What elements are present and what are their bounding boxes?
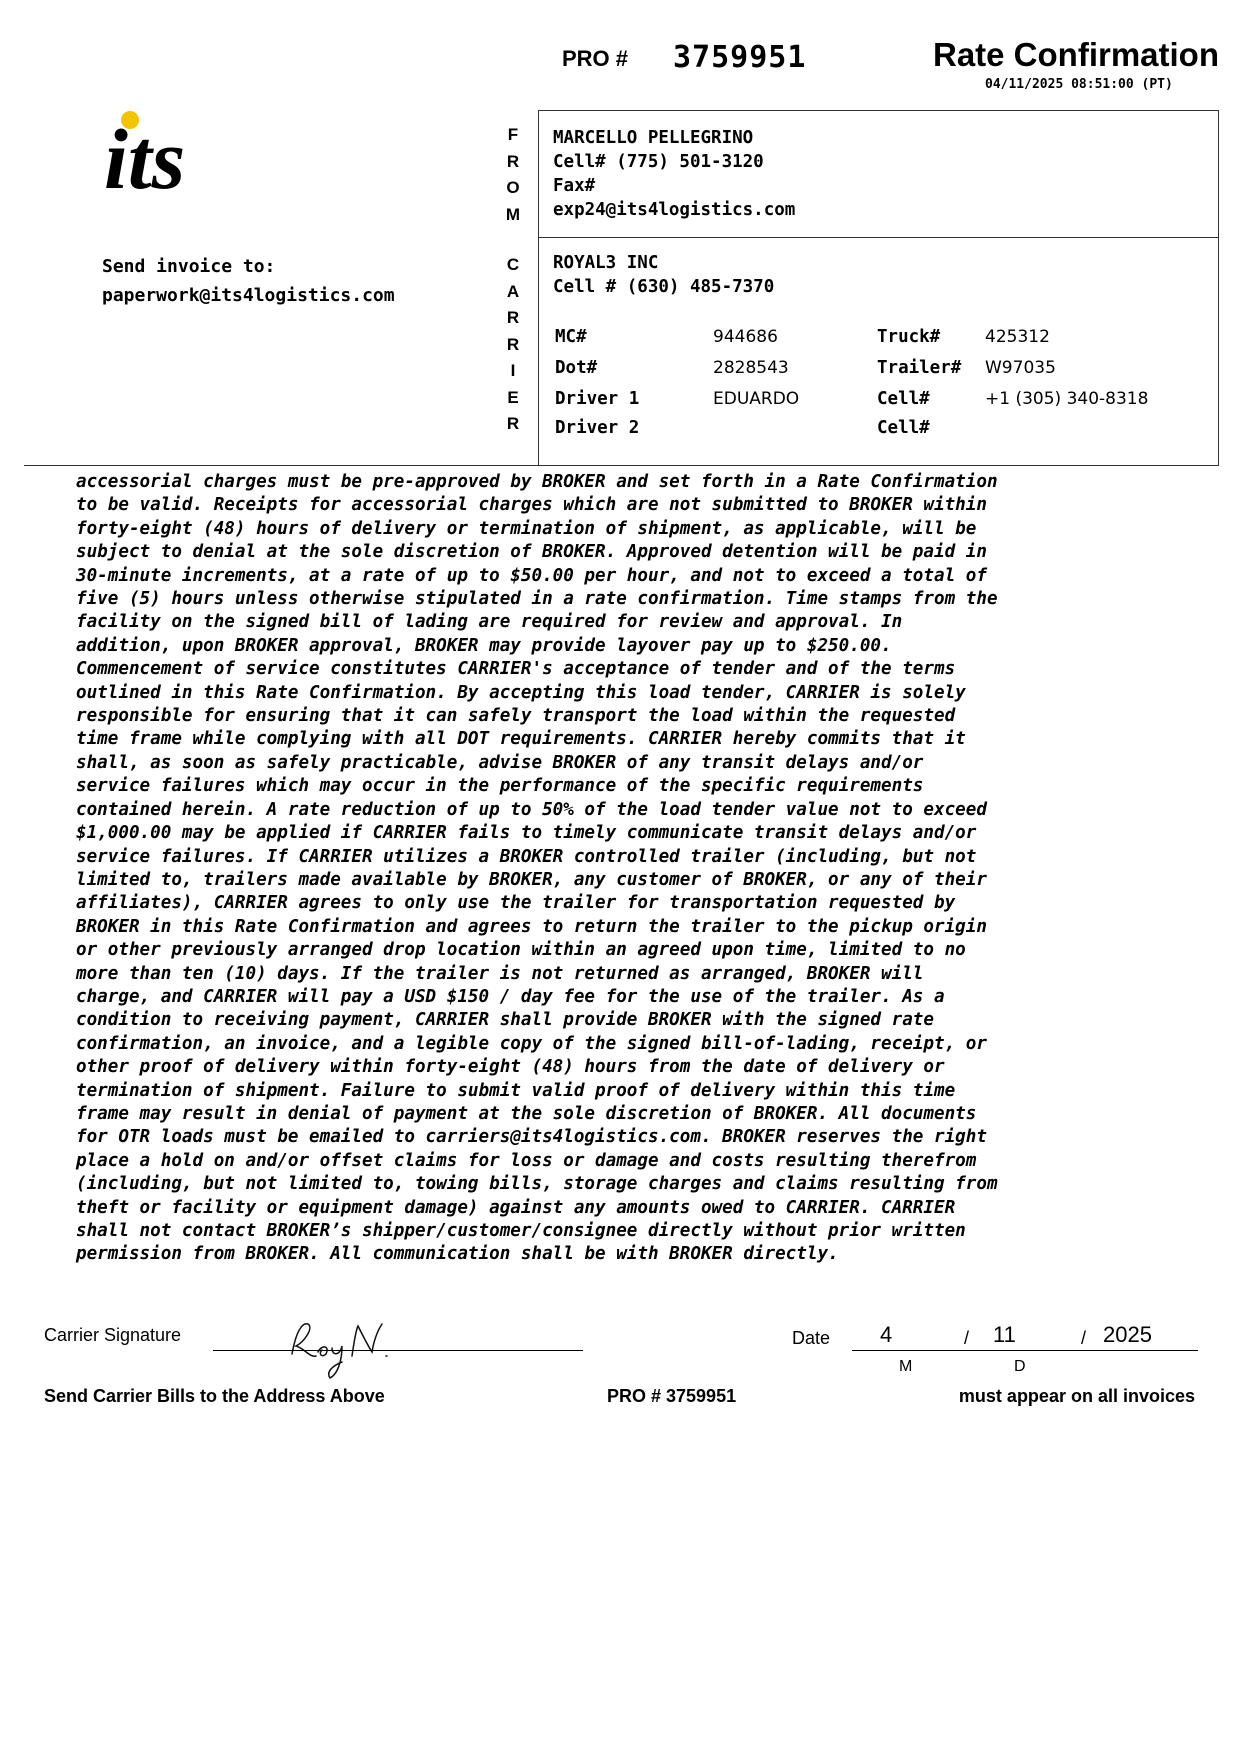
side-letter: O <box>506 178 520 197</box>
side-letter: R <box>506 414 520 433</box>
trailer-label: Trailer# <box>877 358 962 378</box>
terms-line: shall not contact BROKER’s shipper/customer/consignee directly without prior written <box>76 1221 966 1241</box>
from-side-label <box>501 122 525 228</box>
from-block <box>553 126 795 222</box>
date-separator: / <box>1081 1328 1087 1348</box>
from-cell: Cell# (775) 501-3120 <box>553 152 764 172</box>
trailer-value: W97035 <box>985 358 1056 378</box>
side-letter: R <box>506 151 520 171</box>
cell1-label: Cell# <box>877 389 930 409</box>
mc-label: MC# <box>555 327 587 347</box>
carrier-block <box>553 251 774 299</box>
terms-line: subject to denial at the sole discretion of BROKER. Approved detention will be paid in <box>76 542 987 563</box>
side-letter: I <box>510 361 516 380</box>
terms-line: to be valid. Receipts for accessorial charges which are not submitted to BROKER within <box>76 495 987 516</box>
side-letter: E <box>507 387 519 407</box>
terms-line: frame may result in denial of payment at the sole discretion of BROKER. All documents <box>76 1103 977 1124</box>
cell2-label: Cell# <box>877 418 930 438</box>
side-letter: R <box>506 334 520 354</box>
footer-pro-number: PRO # 3759951 <box>607 1386 737 1406</box>
date-month-caption: M <box>899 1358 913 1375</box>
terms-line: time frame while complying with all DOT requirements. CARRIER hereby commits that it <box>76 729 966 750</box>
mc-value: 944686 <box>713 327 778 347</box>
terms-line: or other previously arranged drop location within an agreed upon time, limited to no <box>76 940 966 961</box>
terms-line: theft or facility or equipment damage) against any amounts owed to CARRIER. CARRIER <box>76 1197 956 1218</box>
terms-line: five (5) hours unless otherwise stipulated in a rate confirmation. Time stamps from the <box>76 589 998 610</box>
document-title: Rate Confirmation <box>932 36 1219 73</box>
terms-line: contained herein. A rate reduction of up to 50% of the load tender value not to exceed <box>76 799 987 820</box>
date-month: 4 <box>880 1322 893 1347</box>
date-year: 2025 <box>1103 1322 1152 1347</box>
terms-line: (including, but not limited to, towing bills, storage charges and claims resulting from <box>76 1174 998 1195</box>
side-letter: C <box>506 255 520 274</box>
footer-send-bills: Send Carrier Bills to the Address Above <box>44 1386 385 1406</box>
document-datetime: 04/11/2025 08:51:00 (PT) <box>985 77 1173 92</box>
carrier-side-label <box>501 252 525 438</box>
from-fax: Fax# <box>553 176 596 196</box>
date-day: 11 <box>993 1322 1016 1347</box>
terms-line: $1,000.00 may be applied if CARRIER fails to timely communicate transit delays and/or <box>76 823 977 844</box>
terms-line: affiliates), CARRIER agrees to only use the trailer for transportation requested by <box>76 893 956 914</box>
footer-invoice-note: must appear on all invoices <box>958 1386 1195 1406</box>
side-letter: R <box>506 308 520 327</box>
terms-line: permission from BROKER. All communication shall be with BROKER directly. <box>76 1244 839 1265</box>
terms-line: more than ten (10) days. If the trailer is not returned as arranged, BROKER will <box>76 963 924 984</box>
terms-line: addition, upon BROKER approval, BROKER may provide layover pay up to $250.00. <box>76 635 892 656</box>
driver1-label: Driver 1 <box>555 389 640 409</box>
date-label: Date <box>792 1328 831 1348</box>
date-line[interactable] <box>852 1350 1198 1351</box>
pro-number: 3759951 <box>673 40 807 75</box>
terms-line: facility on the signed bill of lading are required for review and approval. In <box>76 612 903 633</box>
terms-line: place a hold on and/or offset claims for loss or damage and costs resulting therefrom <box>76 1150 977 1171</box>
terms-paragraph <box>76 471 1186 1267</box>
side-letter: A <box>506 281 520 301</box>
truck-value: 425312 <box>985 327 1050 347</box>
terms-line: accessorial charges must be pre-approved by BROKER and set forth in a Rate Confirmation <box>76 472 998 492</box>
driver2-label: Driver 2 <box>555 418 640 438</box>
terms-line: Commencement of service constitutes CARRIER's acceptance of tender and of the terms <box>76 659 956 680</box>
carrier-signature-image <box>282 1312 402 1382</box>
terms-line: confirmation, an invoice, and a legible copy of the signed bill-of-lading, receipt, or <box>76 1033 987 1054</box>
terms-line: forty-eight (48) hours of delivery or termination of shipment, as applicable, will be <box>76 518 977 539</box>
terms-line: limited to, trailers made available by BROKER, any customer of BROKER, or any of their <box>76 869 987 890</box>
terms-line: charge, and CARRIER will pay a USD $150 / day fee for the use of the trailer. As a <box>76 986 945 1007</box>
terms-line: service failures. If CARRIER utilizes a BROKER controlled trailer (including, but not <box>76 846 977 867</box>
dot-label: Dot# <box>555 358 598 378</box>
terms-line: condition to receiving payment, CARRIER shall provide BROKER with the signed rate <box>76 1010 934 1031</box>
box-divider <box>539 237 1218 238</box>
terms-line: outlined in this Rate Confirmation. By accepting this load tender, CARRIER is solely <box>76 682 966 703</box>
from-email[interactable]: exp24@its4logistics.com <box>553 200 796 220</box>
header-rule <box>24 465 1219 466</box>
terms-line: termination of shipment. Failure to submit valid proof of delivery within this time <box>76 1080 956 1101</box>
date-day-caption: D <box>1014 1358 1026 1375</box>
cell1-value: +1 (305) 340-8318 <box>985 389 1149 409</box>
side-letter: M <box>505 204 521 224</box>
from-name: MARCELLO PELLEGRINO <box>553 128 754 148</box>
terms-line: 30-minute increments, at a rate of up to $50.00 per hour, and not to exceed a total of <box>76 565 987 586</box>
carrier-name: ROYAL3 INC <box>553 253 659 273</box>
its-logo <box>104 108 234 208</box>
invoice-label: Send invoice to: <box>102 256 276 277</box>
date-separator: / <box>964 1328 970 1348</box>
logo-text: its <box>104 111 186 207</box>
truck-label: Truck# <box>877 327 941 347</box>
dot-value: 2828543 <box>713 358 789 378</box>
driver1-value: EDUARDO <box>713 389 800 409</box>
terms-line: service failures which may occur in the performance of the specific requirements <box>76 776 924 797</box>
pro-label: PRO # <box>562 46 629 71</box>
terms-line: responsible for ensuring that it can safely transport the load within the requested <box>76 706 956 727</box>
invoice-email[interactable]: paperwork@its4logistics.com <box>102 285 395 306</box>
terms-line: BROKER in this Rate Confirmation and agrees to return the trailer to the pickup origin <box>76 916 987 937</box>
terms-line: for OTR loads must be emailed to carriers@its4logistics.com. BROKER reserves the right <box>76 1127 987 1148</box>
terms-line: other proof of delivery within forty-eight (48) hours from the date of delivery or <box>76 1057 945 1078</box>
signature-line[interactable] <box>213 1350 583 1351</box>
side-letter: F <box>507 125 519 144</box>
signature-label: Carrier Signature <box>44 1325 182 1345</box>
terms-line: shall, as soon as safely practicable, advise BROKER of any transit delays and/or <box>76 752 924 773</box>
carrier-cell: Cell # (630) 485-7370 <box>553 277 775 297</box>
